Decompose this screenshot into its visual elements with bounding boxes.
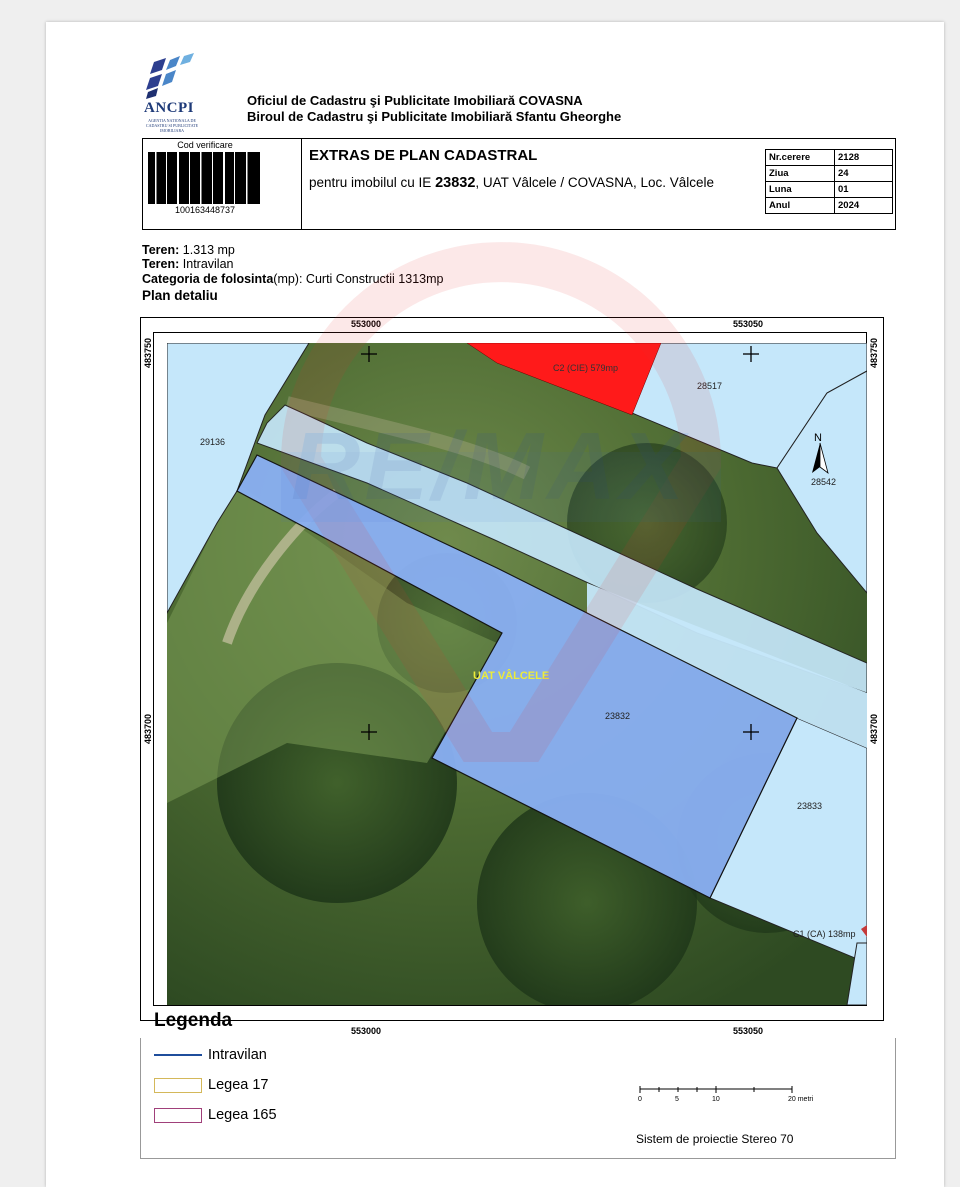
legend-box-icon (154, 1108, 202, 1123)
parcel-label-28542: 28542 (811, 477, 837, 487)
parcel-label-23832: 23832 (605, 711, 631, 721)
request-value: 2128 (835, 150, 893, 166)
office-line-2: Biroul de Cadastru şi Publicitate Imobiliară Sfantu Gheorghe (247, 109, 622, 124)
scale-tick-5: 5 (675, 1096, 679, 1103)
ancpi-logo (142, 52, 204, 138)
verification-code: 100163448737 (174, 205, 236, 215)
request-label: Nr.cerere (766, 150, 835, 166)
ancpi-logo-text: ANCPI (144, 100, 194, 116)
extract-title: EXTRAS DE PLAN CADASTRAL (309, 147, 538, 164)
scale-tick-10: 10 (712, 1096, 720, 1103)
request-value: 2024 (835, 198, 893, 214)
request-row (766, 182, 893, 198)
barcode-icon (148, 152, 260, 204)
request-label: Luna (766, 182, 835, 198)
scale-tick-20: 20 metri (788, 1096, 814, 1103)
y-tick-right-1: 483750 (869, 338, 879, 369)
remax-watermark-text: RE/MAX (291, 413, 689, 520)
extract-ie-number: 23832 (435, 175, 476, 191)
extract-prefix: pentru imobilul cu IE (309, 175, 436, 190)
remax-watermark (221, 242, 781, 762)
x-tick-bottom-2: 553050 (733, 1026, 764, 1036)
land-area: Teren: 1.313 mp (142, 243, 235, 257)
request-table (765, 149, 893, 214)
office-name (247, 93, 621, 125)
building-label-c1: C1 (CA) 138mp (793, 929, 856, 939)
y-tick-left-1: 483750 (143, 338, 153, 369)
uat-label: UAT VÂLCELE (473, 670, 550, 682)
land-usage: Categoria de folosinta(mp): Curti Constructii 1313mp (142, 272, 444, 286)
x-tick-top-2: 553050 (733, 319, 764, 329)
ancpi-logo-icon (144, 52, 204, 102)
request-value: 24 (835, 166, 893, 182)
extract-suffix: , UAT Vâlcele / COVASNA, Loc. Vâlcele (475, 175, 714, 190)
legend-line-icon (154, 1054, 202, 1056)
extract-subtitle (309, 175, 759, 191)
legend-item-legea-17: Legea 17 (154, 1077, 268, 1093)
document-page (46, 22, 944, 1187)
request-label: Ziua (766, 166, 835, 182)
north-label: N (814, 432, 822, 444)
y-tick-left-2: 483700 (143, 714, 153, 745)
x-tick-top-1: 553000 (351, 319, 382, 329)
parcel-label-23833: 23833 (797, 801, 823, 811)
legend-title: Legenda (154, 1010, 233, 1031)
scale-tick-0: 0 (638, 1096, 642, 1103)
barcode (148, 152, 260, 204)
office-line-1: Oficiul de Cadastru şi Publicitate Imobiliară COVASNA (247, 93, 583, 108)
request-row (766, 150, 893, 166)
x-tick-bottom-1: 553000 (351, 1026, 382, 1036)
land-type: Teren: Intravilan (142, 257, 234, 271)
parcel-label-28517: 28517 (697, 381, 723, 391)
legend-item-intravilan: Intravilan (154, 1047, 267, 1063)
request-value: 01 (835, 182, 893, 198)
header-divider (301, 139, 302, 229)
request-label: Anul (766, 198, 835, 214)
projection-system: Sistem de proiectie Stereo 70 (636, 1132, 794, 1146)
ancpi-logo-subtitle: AGENTIA NATIONALA DE CADASTRU SI PUBLICITATE IMOBILIARA (145, 118, 199, 133)
request-row (766, 198, 893, 214)
parcel-label-29136: 29136 (200, 437, 226, 447)
building-label-c2: C2 (CIE) 579mp (553, 363, 619, 373)
legend-box-icon (154, 1078, 202, 1093)
plan-title: Plan detaliu (142, 288, 218, 303)
legend-item-legea-165: Legea 165 (154, 1107, 277, 1123)
y-tick-right-2: 483700 (869, 714, 879, 745)
request-row (766, 166, 893, 182)
verification-code-label: Cod verificare (177, 140, 233, 150)
extract-header-box (142, 138, 896, 230)
